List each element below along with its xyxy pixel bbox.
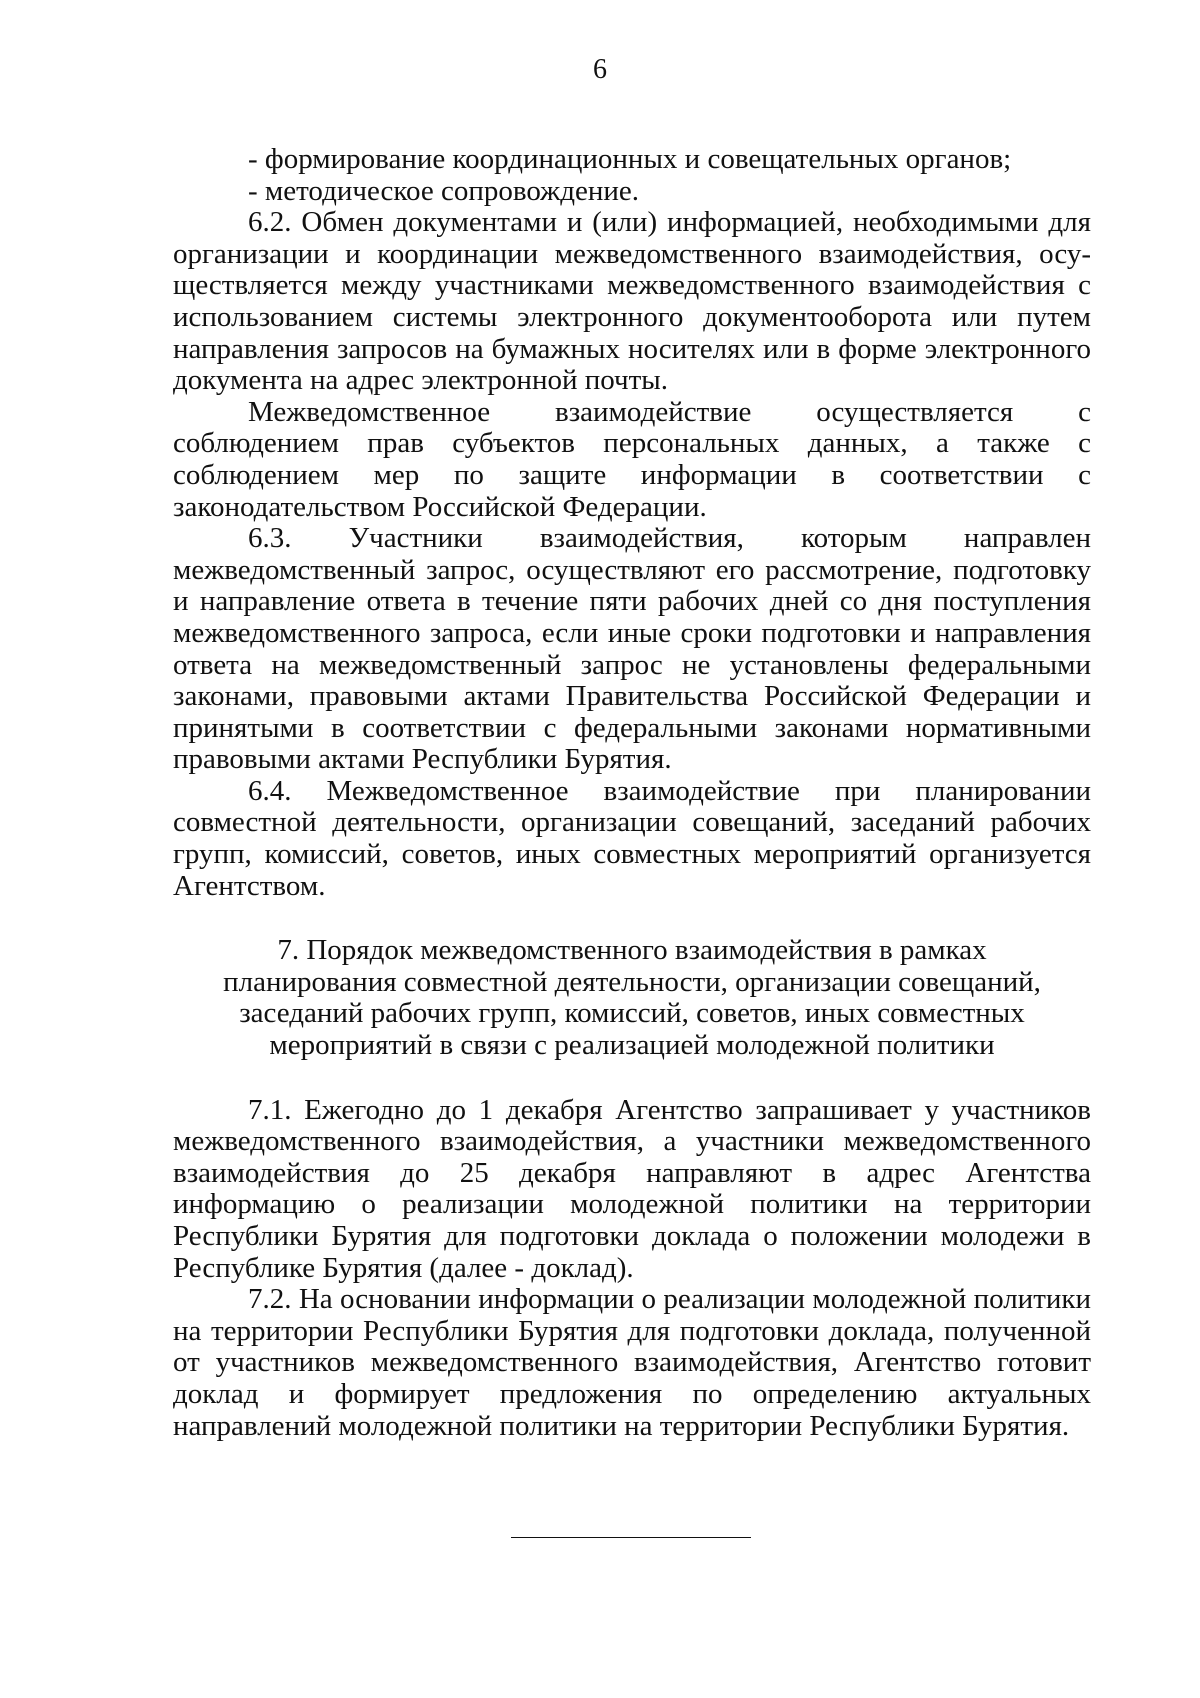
section-heading-line: планирования совместной деятельности, организации совещаний, xyxy=(223,965,1041,998)
list-item-methodical-support: - методическое сопровождение. xyxy=(248,174,639,207)
paragraph-6-4: 6.4. Межведомственное взаимодействие при планировании совместной деятельности, организации совещаний, заседаний рабочих групп, комиссий, советов, иных совместных мероприятий организуется Агентством. xyxy=(173,774,1091,902)
document-body xyxy=(173,144,1091,1442)
section-heading-7 xyxy=(173,935,1091,1061)
section-heading-line: мероприятий в связи с реализацией молодежной политики xyxy=(269,1029,995,1062)
page-number: 6 xyxy=(593,54,607,85)
end-divider-line xyxy=(511,1537,751,1538)
section-heading-line: заседаний рабочих групп, комиссий, советов, иных совместных xyxy=(239,997,1025,1030)
paragraph-personal-data: Межведомственное взаимодействие осуществляется с соблюдением прав субъектов персональных данных, а также с соблюдением мер по защите информации в соответствии с законодательством Российской Федерации. xyxy=(173,395,1091,523)
paragraph-7-1: 7.1. Ежегодно до 1 декабря Агентство запрашивает у участников межведомственного взаимодействия, а участники межведомственного взаимодействия до 25 декабря направляют в адрес Агентства информацию о реализации молодежной политики на территории Республики Бурятия для подготовки доклада о положении молодежи в Республике Бурятия (далее - доклад). xyxy=(173,1093,1091,1284)
paragraph-7-2: 7.2. На основании информации о реализации молодежной политики на территории Республики Бурятия для подготовки доклада, полученной от участников межведомственного взаимодействия, Агентство готовит доклад и формирует предложения по определению актуальных направлений молодежной политики на территории Республики Бурятия. xyxy=(173,1283,1091,1442)
paragraph-6-3: 6.3. Участники взаимодействия, которым направлен межведомственный запрос, осуществляют его рассмотрение, подготовку и направление ответа в течение пяти рабочих дней со дня поступления межведомственного запроса, если иные сроки подготовки и направления ответа на межведомственный запрос не установлены федеральными законами, правовыми актами Правительства Российской Федерации и принятыми в соответствии с федеральными законами нормативными правовыми актами Республики Бурятия. xyxy=(173,522,1091,776)
paragraph-6-2: 6.2. Обмен документами и (или) информацией, необходимыми для организации и координации межведомственного взаимодействия, осуществляется между участниками межведомственного взаимодействия с использованием системы электронного документооборота или путем направления запросов на бумажных носителях или в форме электронного документа на адрес электронной почты. xyxy=(173,206,1091,397)
section-heading-line: 7. Порядок межведомственного взаимодействия в рамках xyxy=(277,934,987,967)
list-item-coordination-bodies: - формирование координационных и совещательных органов; xyxy=(248,143,1012,175)
